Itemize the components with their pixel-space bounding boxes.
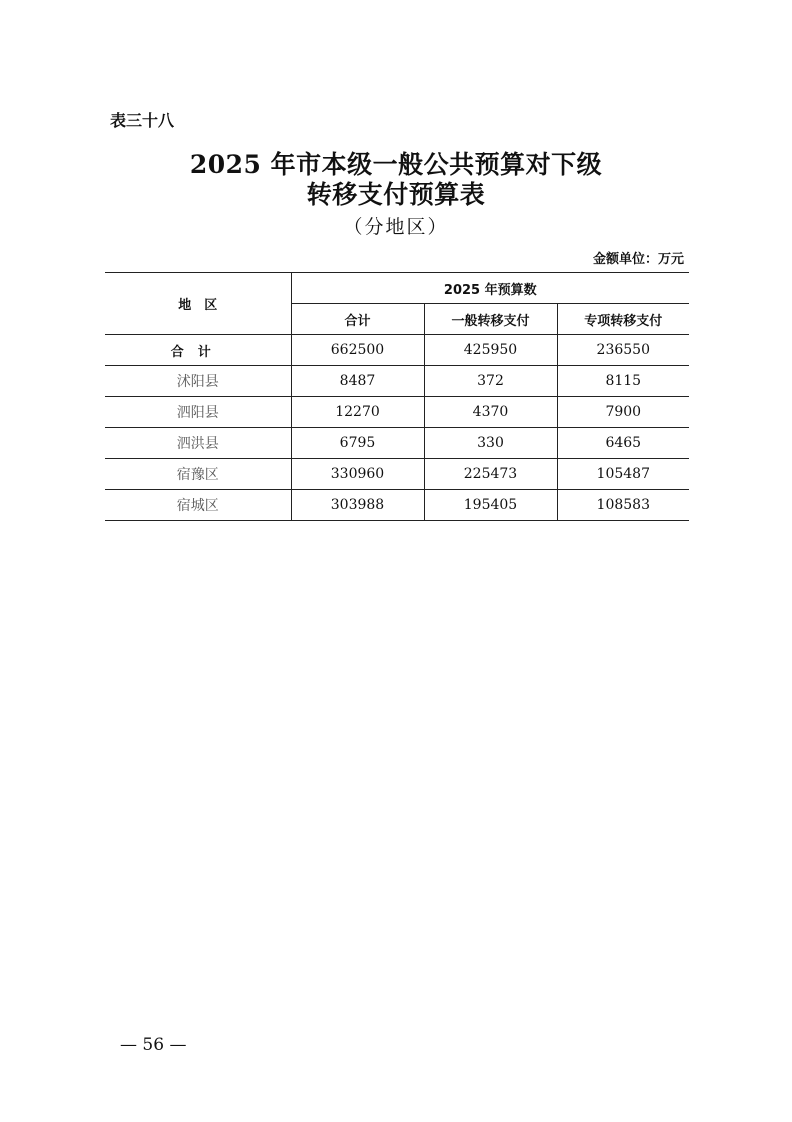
table-cell: 8487 (291, 366, 424, 397)
table-cell: 4370 (424, 397, 557, 428)
column-header-total: 合计 (291, 304, 424, 335)
table-cell: 105487 (557, 459, 689, 490)
table-cell: 7900 (557, 397, 689, 428)
region-name: 宿豫区 (105, 459, 291, 490)
table-cell: 425950 (424, 335, 557, 366)
table-cell: 6795 (291, 428, 424, 459)
unit-label: 金额单位：万元 (592, 252, 684, 267)
table-cell: 662500 (291, 335, 424, 366)
budget-table (105, 272, 689, 521)
table-cell: 195405 (424, 490, 557, 521)
table-cell: 236550 (557, 335, 689, 366)
table-cell: 8115 (557, 366, 689, 397)
table-cell: 108583 (557, 490, 689, 521)
page-title-line-1: 2025 年市本级一般公共预算对下级 (189, 150, 603, 179)
region-name: 沭阳县 (105, 366, 291, 397)
table-cell: 303988 (291, 490, 424, 521)
table-cell: 330960 (291, 459, 424, 490)
header-row-1 (105, 273, 689, 304)
table-cell: 330 (424, 428, 557, 459)
table-row (105, 459, 689, 490)
table-cell: 372 (424, 366, 557, 397)
page-title-line-2: 转移支付预算表 (306, 180, 486, 209)
region-name: 宿城区 (105, 490, 291, 521)
table-cell: 225473 (424, 459, 557, 490)
table-row (105, 366, 689, 397)
budget-group-header: 2025 年预算数 (291, 273, 689, 304)
region-name: 泗阳县 (105, 397, 291, 428)
table-row (105, 397, 689, 428)
region-name: 泗洪县 (105, 428, 291, 459)
total-row (105, 335, 689, 366)
page-subtitle: （分地区） (343, 216, 449, 238)
column-header-general-transfer: 一般转移支付 (424, 304, 557, 335)
page-number: — 56 — (120, 1035, 187, 1055)
region-column-header: 地 区 (105, 273, 291, 335)
column-header-special-transfer: 专项转移支付 (557, 304, 689, 335)
table-cell: 6465 (557, 428, 689, 459)
table-cell: 12270 (291, 397, 424, 428)
table-row (105, 428, 689, 459)
table-label: 表三十八 (110, 111, 175, 130)
total-row-label: 合计 (105, 335, 291, 366)
table-row (105, 490, 689, 521)
